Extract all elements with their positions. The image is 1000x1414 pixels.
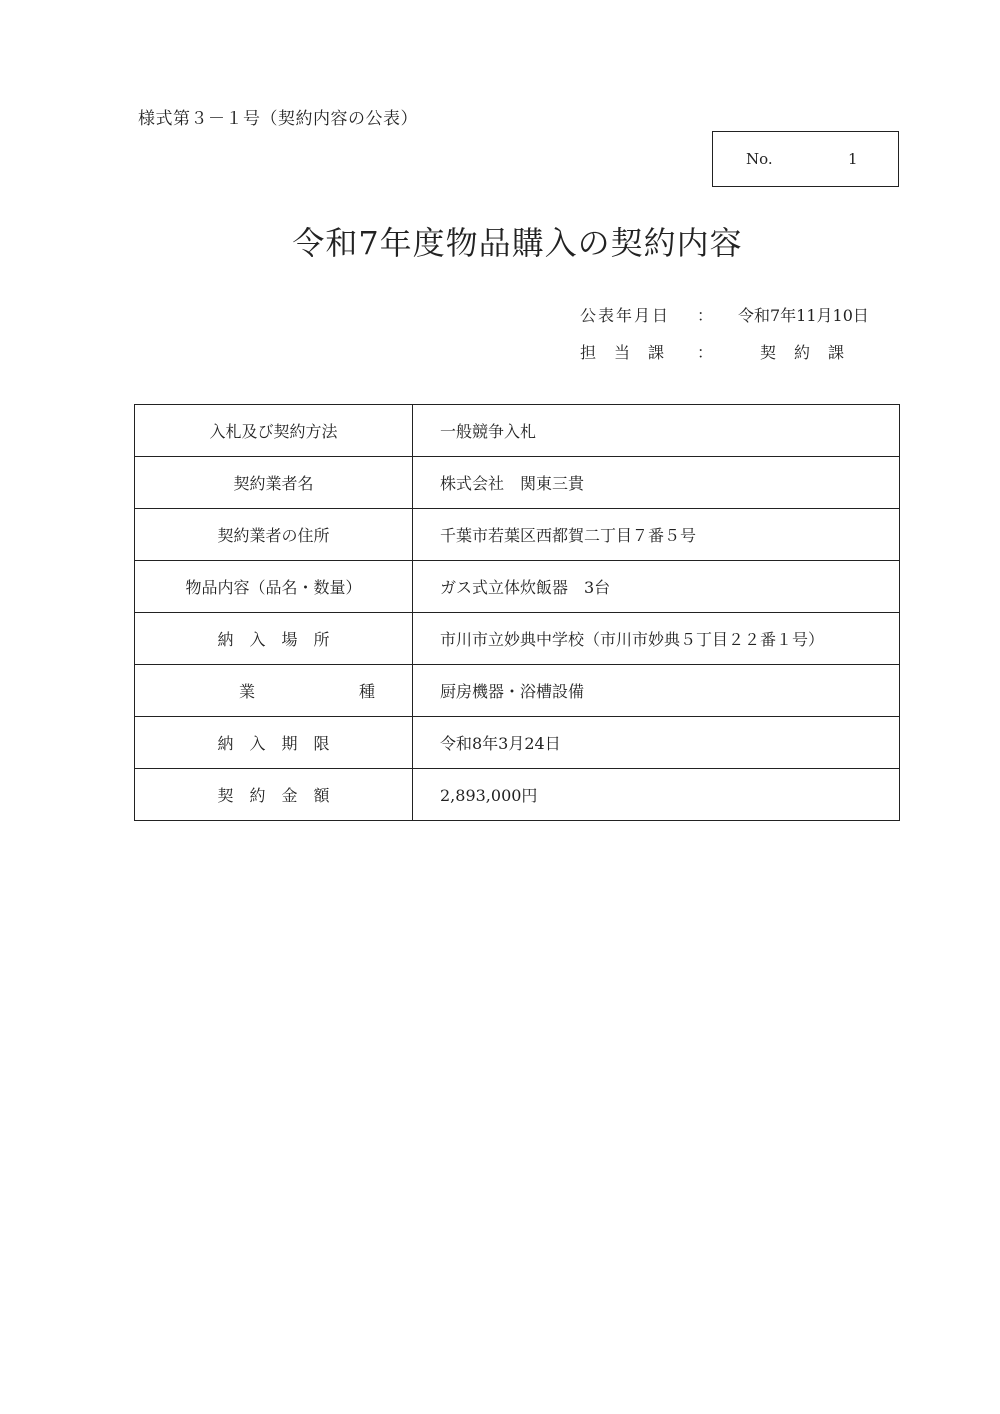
form-number-label: 様式第３－１号（契約内容の公表） — [138, 109, 418, 129]
table-row — [135, 769, 900, 821]
row-value-contractor-address: 千葉市若葉区西都賀二丁目７番５号 — [413, 509, 900, 561]
table-row — [135, 509, 900, 561]
row-label-industry — [135, 665, 480, 717]
table-row — [135, 561, 900, 613]
table-row — [135, 457, 900, 509]
department-colon: ： — [697, 343, 714, 362]
row-value-contractor-name: 株式会社 関東三貴 — [413, 457, 900, 509]
row-label-delivery-deadline-text: 納入期限 — [217, 734, 346, 753]
contract-details-table — [134, 404, 900, 821]
department-label: 担当課 — [580, 343, 683, 362]
row-label-bid-method: 入札及び契約方法 — [135, 405, 413, 457]
row-label-delivery-deadline — [135, 717, 413, 769]
published-date-label: 公表年月日 — [580, 306, 671, 325]
department-value: 契約課 — [760, 343, 863, 362]
row-label-delivery-location — [135, 613, 413, 665]
row-value-delivery-location: 市川市立妙典中学校（市川市妙典５丁目２２番１号） — [413, 613, 900, 665]
row-value-delivery-deadline: 令和8年3月24日 — [413, 717, 900, 769]
table-row — [135, 613, 900, 665]
document-number-value: 1 — [848, 150, 858, 168]
row-label-item-details: 物品内容（品名・数量） — [135, 561, 413, 613]
row-label-contract-amount-text: 契約金額 — [217, 786, 346, 805]
row-value-contract-amount: 2,893,000円 — [413, 769, 900, 821]
published-date-colon: ： — [697, 306, 714, 325]
document-number-box — [712, 131, 899, 187]
table-row — [135, 405, 900, 457]
row-label-contract-amount — [135, 769, 413, 821]
document-number-label: No. — [746, 150, 773, 168]
row-label-industry-text: 業種 — [239, 682, 480, 701]
row-label-delivery-location-text: 納入場所 — [217, 630, 346, 649]
row-label-contractor-name: 契約業者名 — [135, 457, 413, 509]
table-row — [135, 665, 900, 717]
row-value-industry: 厨房機器・浴槽設備 — [413, 665, 900, 717]
row-label-contractor-address: 契約業者の住所 — [135, 509, 413, 561]
page-title: 令和7年度物品購入の契約内容 — [292, 224, 743, 262]
published-date-value: 令和7年11月10日 — [738, 306, 869, 325]
table-row — [135, 717, 900, 769]
row-value-item-details: ガス式立体炊飯器 3台 — [413, 561, 900, 613]
row-value-bid-method: 一般競争入札 — [413, 405, 900, 457]
